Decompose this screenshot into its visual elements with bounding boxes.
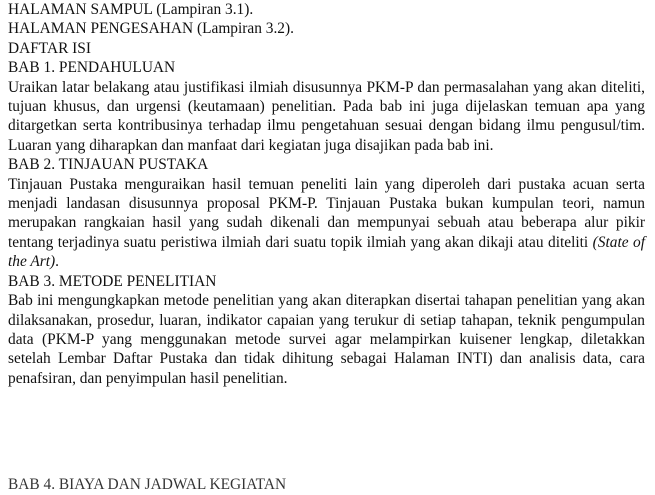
chapter-2-end: . [55, 253, 60, 271]
chapter-1-paragraph: Uraikan latar belakang atau justifikasi ilmiah disusunnya PKM-P dan permasalahan yang akan diteliti, tujuan khusus, dan urgensi (keutamaan) penelitian. Pada bab ini juga dijelaskan temuan apa yang ditargetkan serta kontribusinya terhadap ilmu pengetahuan sesuai dengan bidang ilmu pengusul/tim. Luaran yang diharapkan dan manfaat dari kegiatan juga disajikan pada bab ini. [8, 78, 645, 154]
chapter-3-paragraph: Bab ini mengungkapkan metode penelitian yang akan diterapkan disertai tahapan penelitian yang akan dilaksanakan, prosedur, luaran, indikator capaian yang terukur di setiap tahapan, teknik pengumpulan data (PKM-P yang menggunakan metode survei agar melampirkan kuisener lengkap, diletakkan setelah Lembar Daftar Pustaka dan tidak dihitung sebagai Halaman INTI) dan analisis data, cara penafsiran, dan penyimpulan hasil penelitian. [8, 292, 645, 387]
document-page [8, 0, 645, 494]
chapter-4-heading-partial: BAB 4. BIAYA DAN JADWAL KEGIATAN [8, 476, 287, 494]
chapter-2-heading: BAB 2. TINJAUAN PUSTAKA [8, 156, 209, 174]
chapter-3-heading: BAB 3. METODE PENELITIAN [8, 272, 217, 290]
chapter-2-italic-term: (State of the Art) [8, 233, 645, 271]
table-of-contents-line: DAFTAR ISI [8, 39, 91, 57]
chapter-2-paragraph [8, 175, 645, 272]
chapter-1-heading: BAB 1. PENDAHULUAN [8, 59, 176, 77]
approval-page-line: HALAMAN PENGESAHAN (Lampiran 3.2). [8, 20, 294, 38]
chapter-2-text: Tinjauan Pustaka menguraikan hasil temuan peneliti lain yang diperoleh dari pustaka acuan serta menjadi landasan disusunnya proposal PKM-P. Tinjauan Pustaka bukan kumpulan teori, namun merupakan rangkaian hasil yang sudah dikenali dan mempunyai sebuah atau beberapa alur pikir tentang terjadinya suatu peristiwa ilmiah dari suatu topik ilmiah yang akan dikaji atau diteliti [8, 175, 645, 251]
cover-page-line: HALAMAN SAMPUL (Lampiran 3.1). [8, 1, 254, 18]
